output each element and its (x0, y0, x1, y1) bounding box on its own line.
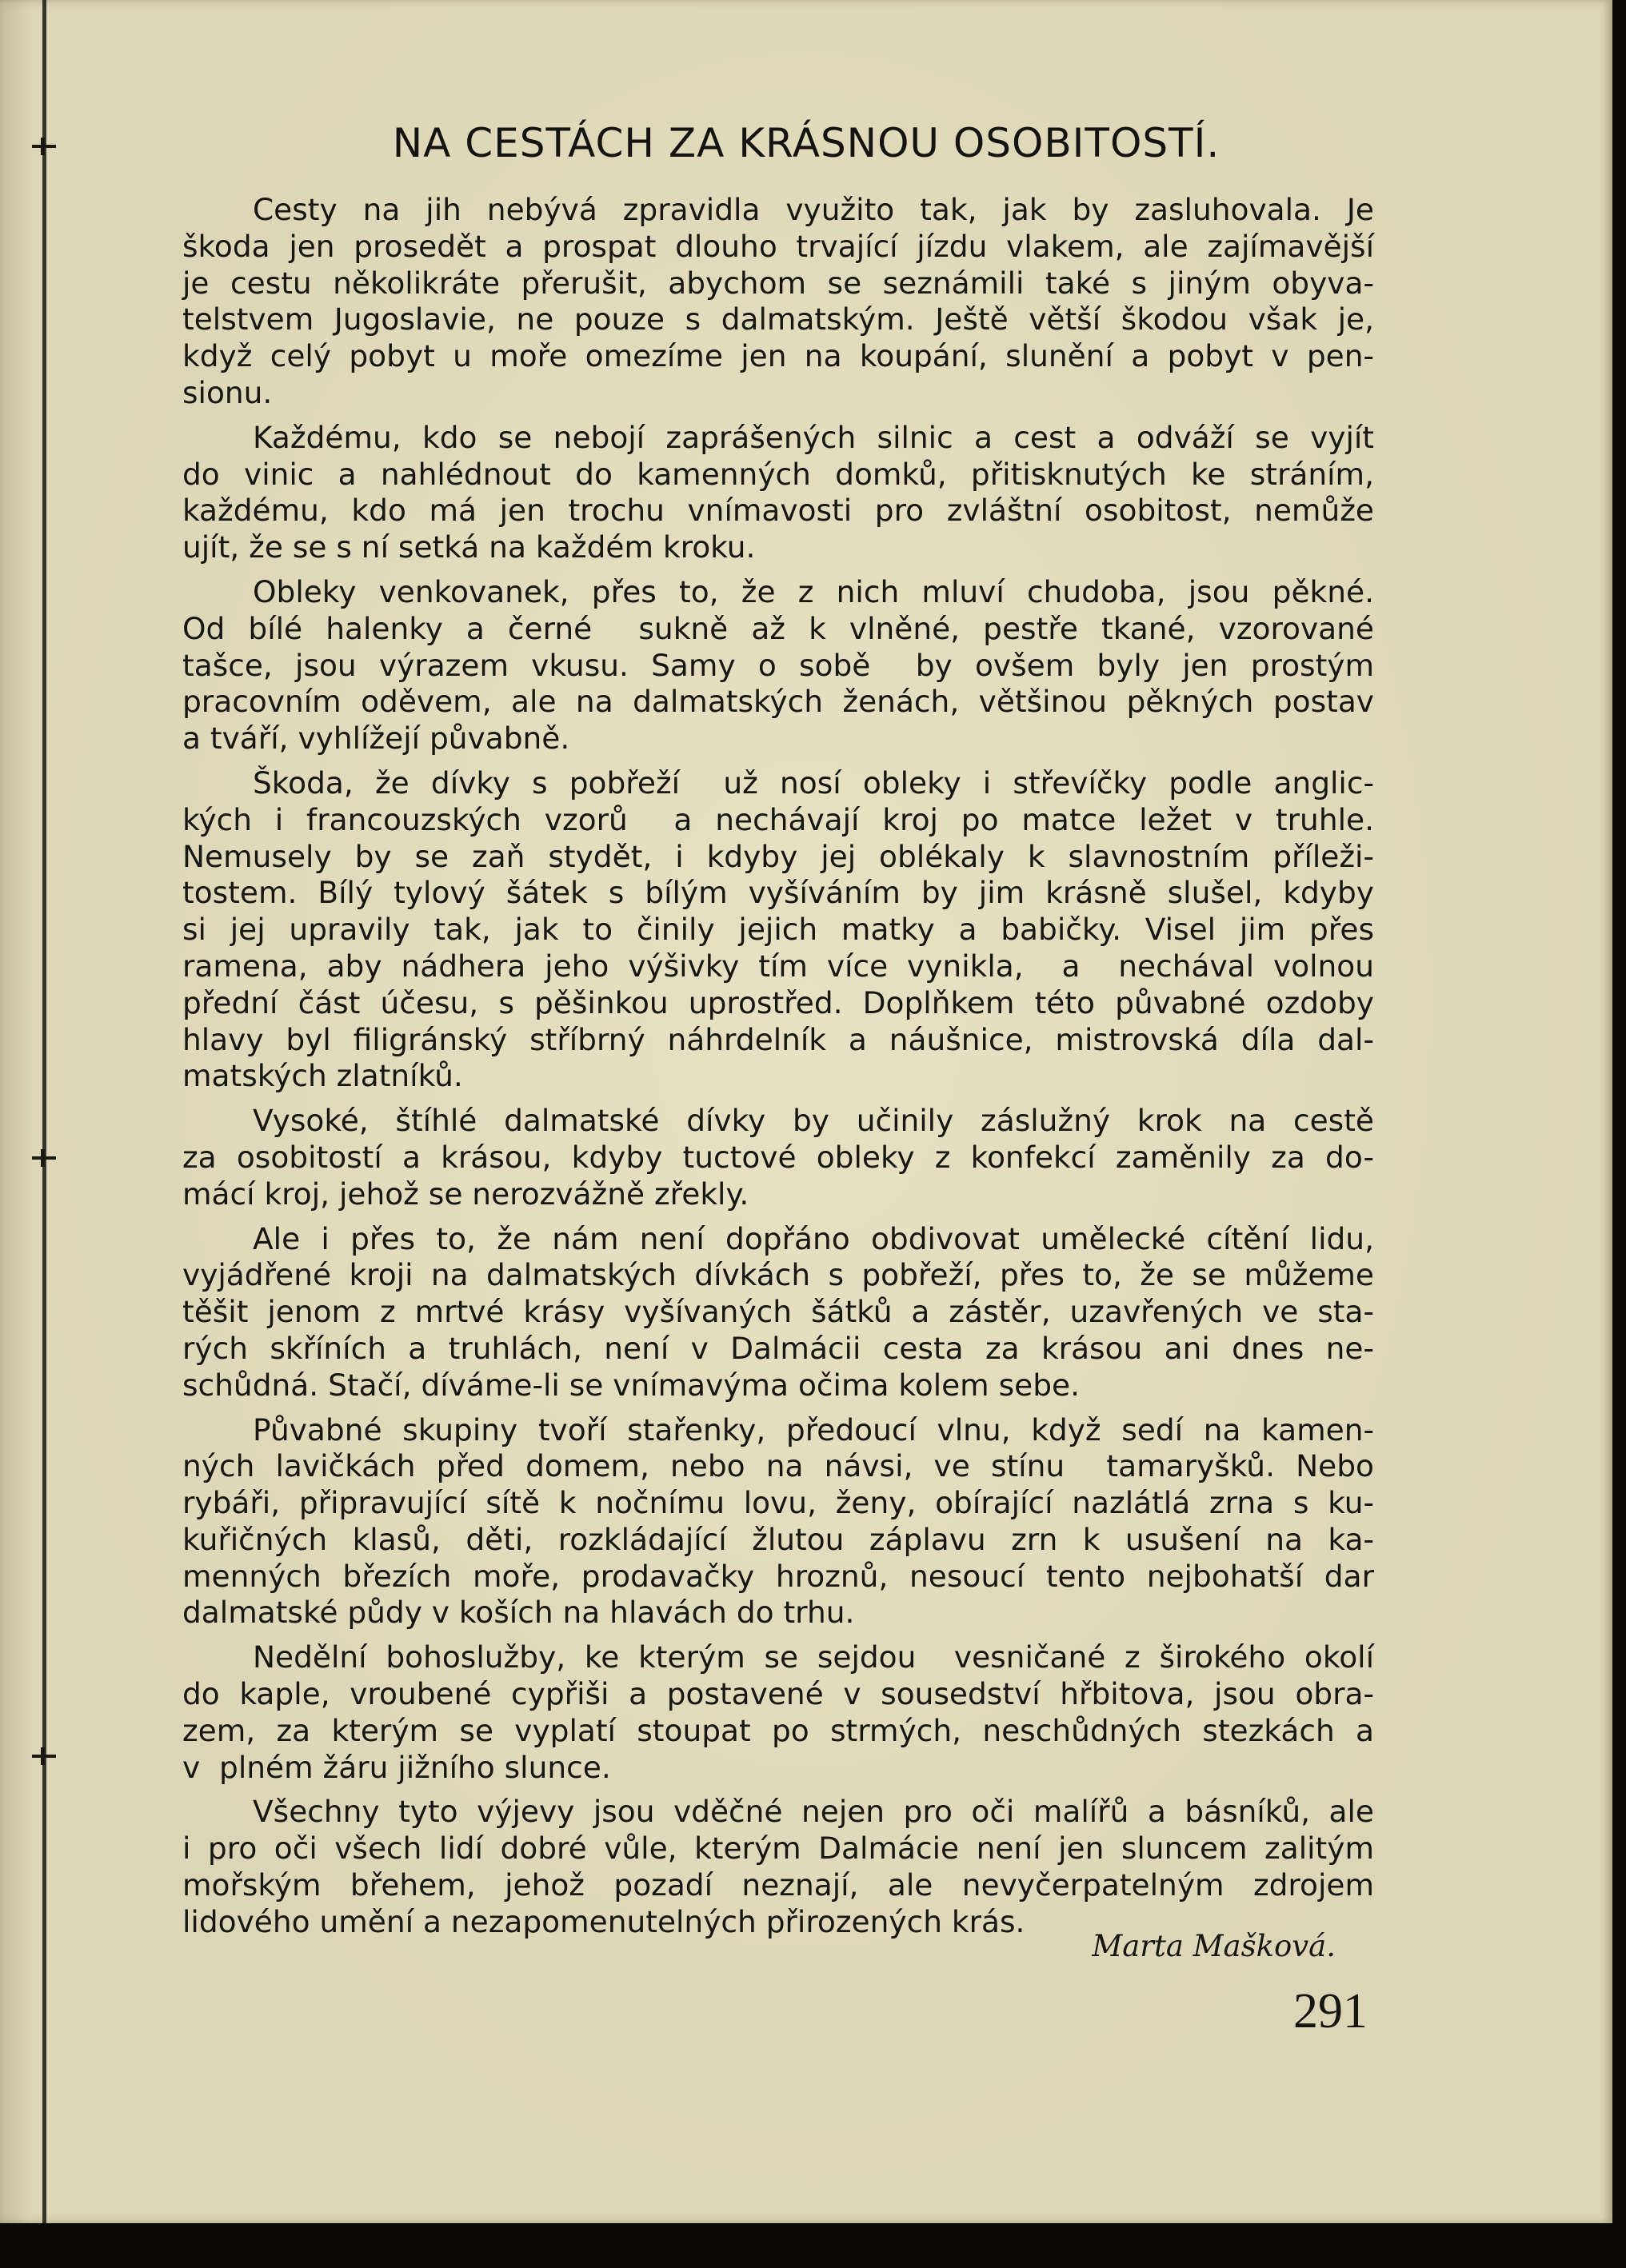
text-line: tostem. Bílý tylový šátek s bílým vyšíváním by jim krásně slušel, kdyby (182, 875, 1374, 911)
paragraph-gap (182, 566, 1374, 574)
text-line: škoda jen prosedět a prospat dlouho trvající jízdu vlakem, ale zajímavější (182, 228, 1374, 264)
text-line: ujít, že se s ní setká na každém kroku. (182, 529, 756, 565)
paragraph (182, 1412, 1374, 1632)
binding-edge (42, 0, 46, 2223)
paragraph-gap (182, 1631, 1374, 1639)
text-line: tašce, jsou výrazem vkusu. Samy o sobě by ovšem byly jen prostým (182, 647, 1374, 683)
paragraph (182, 1103, 1374, 1212)
text-line: Nemusely by se zaň stydět, i kdyby jej oblékaly k slavnostním příleži- (182, 838, 1374, 874)
text-line: Škoda, že dívky s pobřeží už nosí obleky i střevíčky podle anglic- (253, 765, 1374, 801)
paragraph (182, 765, 1374, 1095)
text-line: Od bílé halenky a černé sukně až k vlněné, pestře tkané, vzorované (182, 610, 1374, 646)
text-line: si jej upravily tak, jak to činily jejich matky a babičky. Visel jim přes (182, 912, 1374, 948)
text-line: zem, za kterým se vyplatí stoupat po strmých, neschůdných stezkách a (182, 1712, 1374, 1748)
paragraph (182, 1221, 1374, 1404)
text-line: mácí kroj, jehož se nerozvážně zřekly. (182, 1176, 749, 1212)
paragraph-gap (182, 1095, 1374, 1103)
paragraph (182, 1794, 1374, 1940)
paragraph-gap (182, 1786, 1374, 1794)
text-line: vyjádřené kroji na dalmatských dívkách s pobřeží, přes to, že se můžeme (182, 1257, 1374, 1293)
text-line: sionu. (182, 374, 273, 410)
text-line: ramena, aby nádhera jeho výšivky tím více vynikla, a nechával volnou (182, 948, 1374, 984)
paragraph (182, 574, 1374, 757)
paragraph-gap (182, 412, 1374, 420)
paragraph-gap (182, 757, 1374, 765)
text-line: když celý pobyt u moře omezíme jen na koupání, slunění a pobyt v pen- (182, 338, 1374, 374)
article-title: NA CESTÁCH ZA KRÁSNOU OSOBITOSTÍ. (392, 120, 1220, 166)
text-line: za osobitostí a krásou, kdyby tuctové obleky z konfekcí zaměnily za do- (182, 1139, 1374, 1175)
text-line: pracovním oděvem, ale na dalmatských ženách, většinou pěkných postav (182, 684, 1374, 720)
text-line: Nedělní bohoslužby, ke kterým se sejdou vesničané z širokého okolí (253, 1639, 1374, 1675)
paragraph (182, 420, 1374, 566)
text-line: Každému, kdo se nebojí zaprášených silnic a cest a odváží se vyjít (253, 419, 1374, 455)
text-line: těšit jenom z mrtvé krásy vyšívaných šátků a zástěr, uzavřených ve sta- (182, 1294, 1374, 1330)
text-line: Ale i přes to, že nám není dopřáno obdivovat umělecké cítění lidu, (253, 1220, 1374, 1256)
paragraph (182, 192, 1374, 412)
text-line: v plném žáru jižního slunce. (182, 1749, 611, 1785)
text-line: dalmatské půdy v koších na hlavách do trhu. (182, 1595, 855, 1631)
text-line: ných lavičkách před domem, nebo na návsi, ve stínu tamaryšků. Nebo (182, 1448, 1374, 1484)
text-line: schůdná. Stačí, díváme-li se vnímavýma očima kolem sebe. (182, 1367, 1081, 1403)
binding-stitch (32, 1747, 56, 1765)
author-signature: Marta Mašková. (1092, 1929, 1336, 1963)
paragraph-gap (182, 1213, 1374, 1221)
text-line: je cestu několikráte přerušit, abychom se seznámili také s jiným obyva- (182, 265, 1374, 301)
text-line: Všechny tyto výjevy jsou vděčné nejen pro oči malířů a básníků, ale (253, 1794, 1374, 1830)
page-number: 291 (1293, 1984, 1368, 2038)
text-line: telstvem Jugoslavie, ne pouze s dalmatským. Ještě větší škodou však je, (182, 301, 1374, 337)
text-line: Vysoké, štíhlé dalmatské dívky by učinily záslužný krok na cestě (253, 1103, 1374, 1139)
text-line: rých skříních a truhlách, není v Dalmácii cesta za krásou ani dnes ne- (182, 1330, 1374, 1366)
text-line: do kaple, vroubené cypřiši a postavené v sousedství hřbitova, jsou obra- (182, 1676, 1374, 1712)
article-body (182, 192, 1374, 1941)
text-line: hlavy byl filigránský stříbrný náhrdelník a náušnice, mistrovská díla dal- (182, 1021, 1374, 1057)
text-line: a tváří, vyhlížejí půvabně. (182, 721, 570, 757)
text-line: přední část účesu, s pěšinkou uprostřed. Doplňkem této půvabné ozdoby (182, 984, 1374, 1020)
text-line: Půvabné skupiny tvoří stařenky, předoucí vlnu, když sedí na kamen- (253, 1412, 1374, 1447)
text-line: Cesty na jih nebývá zpravidla využito tak, jak by zasluhovala. Je (253, 192, 1374, 227)
paragraph (182, 1639, 1374, 1786)
text-line: kých i francouzských vzorů a nechávají kroj po matce ležet v truhle. (182, 801, 1374, 837)
text-line: lidového umění a nezapomenutelných přirozených krás. (182, 1903, 1025, 1939)
text-line: Obleky venkovanek, přes to, že z nich mluví chudoba, jsou pěkné. (253, 573, 1374, 609)
text-line: mořským břehem, jehož pozadí neznají, ale nevyčerpatelným zdrojem (182, 1867, 1374, 1903)
paragraph-gap (182, 1404, 1374, 1412)
text-line: menných březích moře, prodavačky hroznů, nesoucí tento nejbohatší dar (182, 1558, 1374, 1594)
text-line: každému, kdo má jen trochu vnímavosti pro zvláštní osobitost, nemůže (182, 493, 1374, 529)
binding-stitch (32, 1149, 56, 1167)
text-line: matských zlatníků. (182, 1058, 463, 1094)
text-line: kuřičných klasů, děti, rozkládající žlutou záplavu zrn k usušení na ka- (182, 1521, 1374, 1557)
text-line: i pro oči všech lidí dobré vůle, kterým Dalmácie není jen sluncem zalitým (182, 1831, 1374, 1867)
text-line: do vinic a nahlédnout do kamenných domků, přitisknutých ke stráním, (182, 456, 1374, 492)
text-line: rybáři, připravující sítě k nočnímu lovu, ženy, obírající nazlátlá zrna s ku- (182, 1485, 1374, 1521)
